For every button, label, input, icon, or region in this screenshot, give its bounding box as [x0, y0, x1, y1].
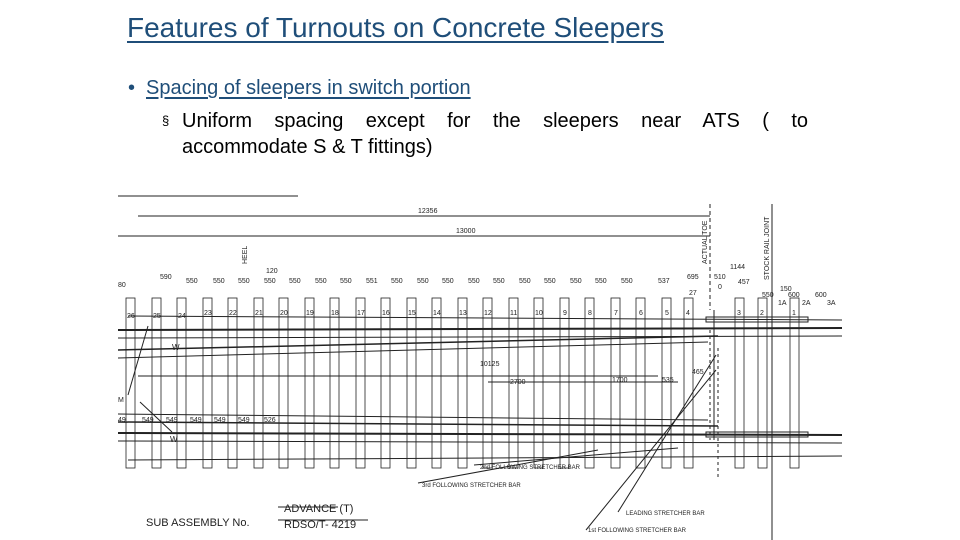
- spacing-left: 549: [214, 417, 226, 424]
- stock-rail-joint-label: STOCK RAIL JOINT: [764, 216, 771, 280]
- sleeper-number: 16: [382, 310, 390, 317]
- spacing-top: 550: [493, 278, 505, 285]
- drawing-labels: [118, 208, 836, 534]
- spacing-top: 550: [213, 278, 225, 285]
- spacing-top: 550: [315, 278, 327, 285]
- sub-bullet-line-1: Uniform spacing except for the sleepers near ATS ( to: [182, 110, 808, 132]
- sleeper-number: 19: [306, 310, 314, 317]
- sleeper-number: 8: [588, 310, 592, 317]
- actual-toe-label: ACTUAL TOE: [702, 220, 709, 264]
- sleeper-number: 18: [331, 310, 339, 317]
- sleeper-number: 26: [127, 313, 135, 320]
- spacing-top: 550: [519, 278, 531, 285]
- spacing-top: 550: [544, 278, 556, 285]
- sleeper-number: 9: [563, 310, 567, 317]
- sleeper-number: 14: [433, 310, 441, 317]
- slide-title: Features of Turnouts on Concrete Sleepers: [127, 12, 664, 43]
- sub-assembly-label: SUB ASSEMBLY No.: [146, 517, 250, 529]
- sleeper-number: 7: [614, 310, 618, 317]
- spacing-top: 550: [417, 278, 429, 285]
- sleeper-number: 17: [357, 310, 365, 317]
- rail-label-49: 49: [118, 417, 126, 424]
- dim-510: 510: [714, 274, 726, 281]
- sleeper-number: 10: [535, 310, 543, 317]
- sleeper-number: 20: [280, 310, 288, 317]
- dim-13000: 13000: [456, 228, 476, 235]
- heel-label: HEEL: [242, 245, 249, 264]
- rail-label-0: 0: [718, 284, 722, 291]
- bullet-item: [128, 77, 471, 100]
- sleeper-number: 21: [255, 310, 263, 317]
- sleeper-number: 11: [510, 310, 518, 317]
- dim-465: 465: [692, 369, 704, 376]
- sleeper-number: 15: [408, 310, 416, 317]
- dim-590: 590: [160, 274, 172, 281]
- spacing-top: 550: [340, 278, 352, 285]
- dim-1144: 1144: [730, 264, 746, 271]
- sleeper-number: 25: [153, 313, 161, 320]
- dim-150: 150: [780, 286, 792, 293]
- sleeper-number: 1: [792, 310, 796, 317]
- spacing-top: 550: [595, 278, 607, 285]
- dim-2700: 2700: [510, 379, 526, 386]
- spacing-top: 551: [366, 278, 378, 285]
- rail-label-3a: 3A: [827, 300, 836, 307]
- sleeper-number: 5: [665, 310, 669, 317]
- sleeper-number: 4: [686, 310, 690, 317]
- sleeper-number: 3: [737, 310, 741, 317]
- spacing-top: 550: [391, 278, 403, 285]
- dim-695: 695: [687, 274, 699, 281]
- advance-label: ADVANCE (T): [284, 503, 354, 515]
- callout-2nd-stretcher: 2nd FOLLOWING STRETCHER BAR: [480, 465, 581, 471]
- dim-80: 80: [118, 282, 126, 289]
- spacing-left: 549: [190, 417, 202, 424]
- spacing-top: 550: [442, 278, 454, 285]
- spacing-top: 550: [289, 278, 301, 285]
- spacing-left: 549: [142, 417, 154, 424]
- rdso-label: RDSO/T- 4219: [284, 519, 357, 531]
- spacing-left: 549: [166, 417, 178, 424]
- dim-600b: 600: [815, 292, 827, 299]
- dim-10125: 10125: [480, 361, 500, 368]
- rail-label-2a: 2A: [802, 300, 811, 307]
- rail-label-w-top: W: [172, 343, 180, 352]
- sleeper-number: 22: [229, 310, 237, 317]
- dim-550: 550: [762, 292, 774, 299]
- sub-bullet-marker: §: [162, 113, 170, 128]
- turnout-drawing: [118, 190, 842, 540]
- spacing-left: 549: [238, 417, 250, 424]
- dim-1700: 1700: [612, 377, 628, 384]
- dim-457: 457: [738, 279, 750, 286]
- sleeper-number: 13: [459, 310, 467, 317]
- spacing-top: 550: [238, 278, 250, 285]
- sleeper-number: 24: [178, 313, 186, 320]
- dim-535: 535: [662, 377, 674, 384]
- spacing-top: 550: [186, 278, 198, 285]
- spacing-top: 550: [468, 278, 480, 285]
- spacing-top: 550: [264, 278, 276, 285]
- callout-1st-stretcher: 1st FOLLOWING STRETCHER BAR: [588, 528, 687, 534]
- spacing-top: 550: [570, 278, 582, 285]
- bullet-marker: •: [128, 77, 136, 99]
- sleeper-number: 6: [639, 310, 643, 317]
- callout-3rd-stretcher: 3rd FOLLOWING STRETCHER BAR: [422, 483, 521, 489]
- sub-bullet-line-2: accommodate S & T fittings): [182, 136, 433, 158]
- bullet-text: Spacing of sleepers in switch portion: [146, 77, 471, 99]
- spacing-top: 537: [658, 278, 670, 285]
- spacing-top: 550: [621, 278, 633, 285]
- spacing-left: 526: [264, 417, 276, 424]
- dim-27: 27: [689, 290, 697, 297]
- sleeper-number: 23: [204, 310, 212, 317]
- rail-label-1a: 1A: [778, 300, 787, 307]
- rail-label-w-bottom: W: [170, 435, 178, 444]
- callout-leading-stretcher: LEADING STRETCHER BAR: [626, 511, 705, 517]
- dim-600a: 600: [788, 292, 800, 299]
- dim-120: 120: [266, 268, 278, 275]
- sleeper-number: 12: [484, 310, 492, 317]
- rail-label-m: M: [118, 397, 124, 404]
- dim-12356: 12356: [418, 208, 438, 215]
- sleeper-number: 2: [760, 310, 764, 317]
